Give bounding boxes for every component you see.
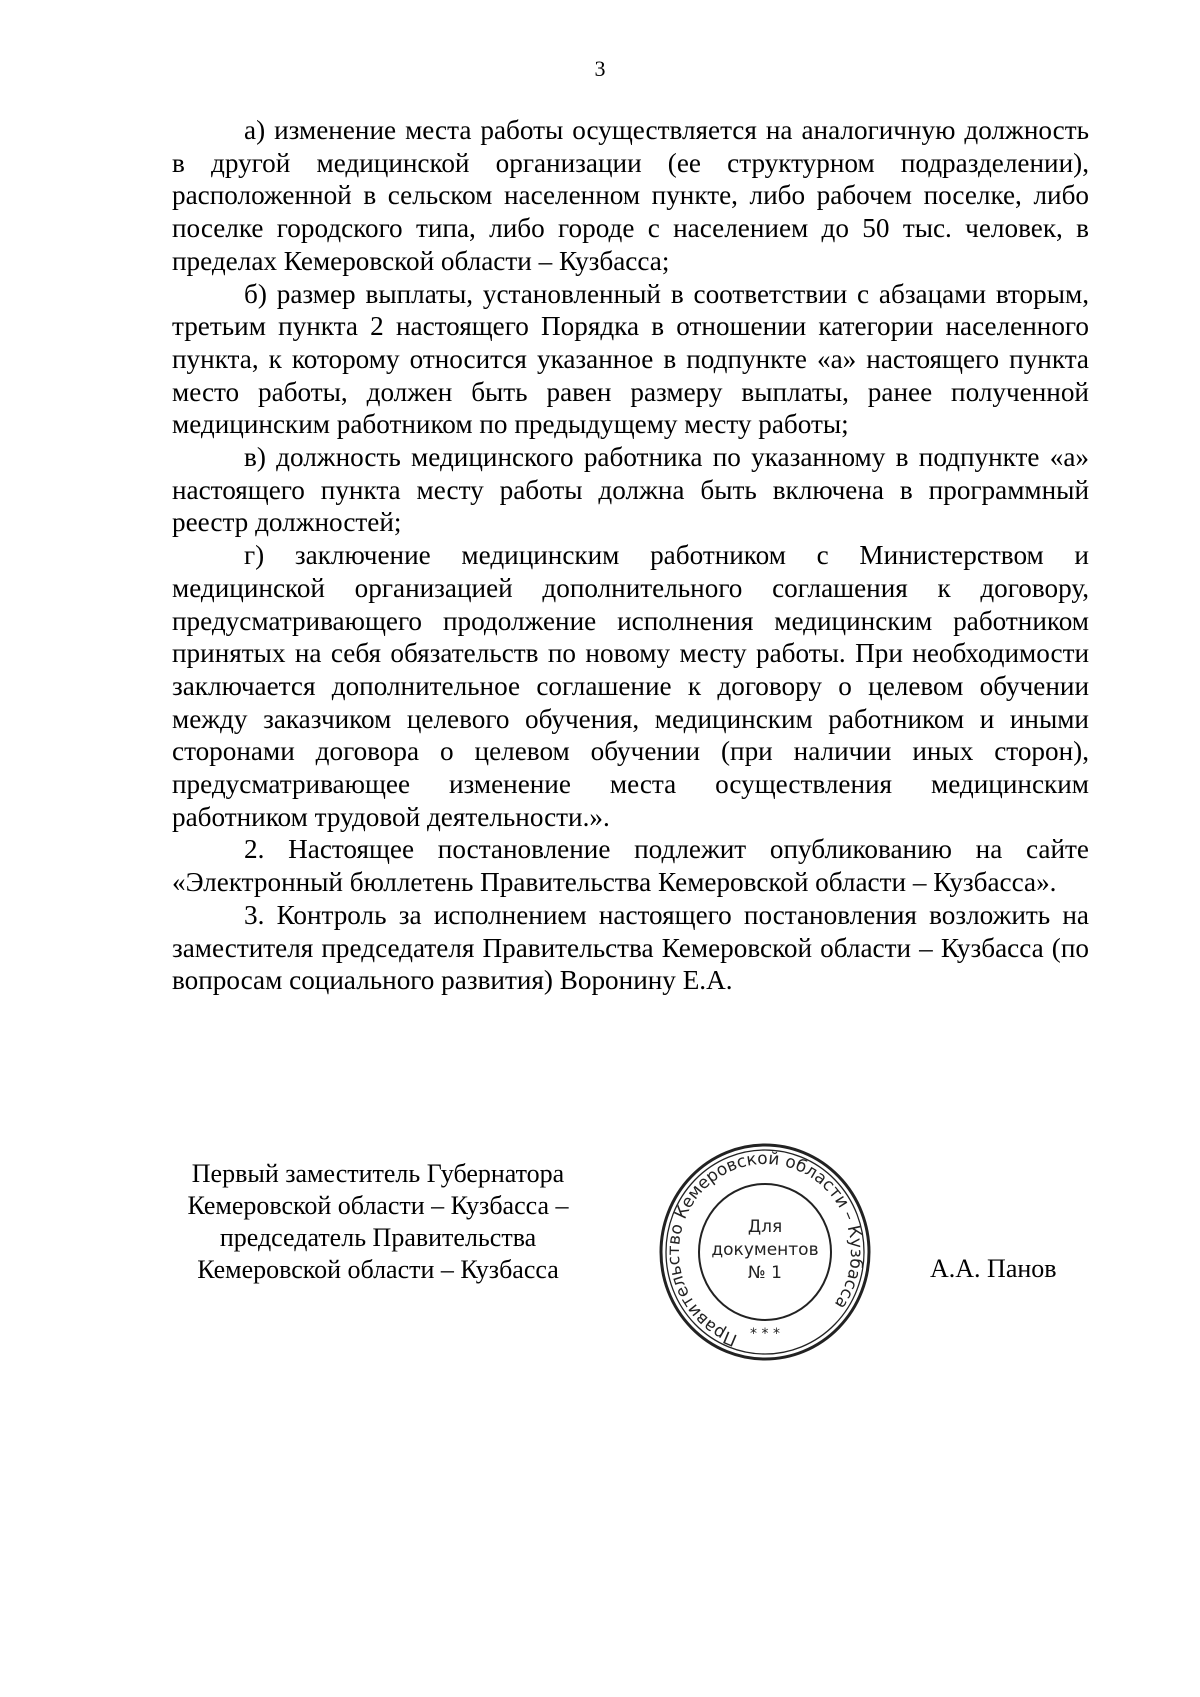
signatory-position	[168, 1158, 588, 1286]
clause-a: а) изменение места работы осуществляется на аналогичную должность в другой медицинской организации (ее структурном подразделении), расположенной в сельском населенном пункте, либо рабочем поселке, либо поселке городского типа, либо городе с населением до 50 тыс. человек, в пределах Кемеровской области – Кузбасса;	[172, 115, 1089, 276]
publication-clause: 2. Настоящее постановление подлежит опубликованию на сайте «Электронный бюллетень Правительства Кемеровской области – Кузбасса».	[172, 834, 1089, 898]
clause-b: б) размер выплаты, установленный в соответствии с абзацами вторым, третьим пункта 2 настоящего Порядка в отношении категории населенного пункта, к которому относится указанное в подпункте «а» настоящего пункта место работы, должен быть равен размеру выплаты, ранее полученной медицинским работником по предыдущему месту работы;	[172, 278, 1089, 440]
clause-v: в) должность медицинского работника по указанному в подпункте «а» настоящего пункта месту работы должна быть включена в программный реестр должностей;	[172, 442, 1089, 538]
signatory-name: А.А. Панов	[930, 1254, 1057, 1283]
clause-g: г) заключение медицинским работником с Министерством и медицинской организацией дополнительного соглашения к договору, предусматривающего продолжение исполнения медицинским работником принятых на себя обязательств по новому месту работы. При необходимости заключается дополнительное соглашение к договору о целевом обучении между заказчиком целевого обучения, медицинским работником и иными сторонами договора о целевом обучении (при наличии иных сторон), предусматривающее изменение места осуществления медицинским работником трудовой деятельности.».	[172, 540, 1089, 832]
seal-ring-text: Правительство Кемеровской области – Кузбасса	[663, 1148, 867, 1350]
official-seal	[655, 1140, 875, 1364]
seal-center-line: № 1	[748, 1263, 782, 1283]
document-body	[172, 114, 1089, 997]
page-number: 3	[594, 56, 606, 81]
seal-star-mark: * * *	[750, 1326, 780, 1342]
signatory-position-line: Кемеровской области – Кузбасса –	[187, 1191, 569, 1220]
control-clause: 3. Контроль за исполнением настоящего постановления возложить на заместителя председателя Правительства Кемеровской области – Кузбасса (по вопросам социального развития) Воронину Е.А.	[172, 899, 1089, 996]
seal-center-line: документов	[711, 1240, 819, 1260]
seal-center-line: Для	[747, 1217, 783, 1237]
signatory-position-line: председатель Правительства	[219, 1223, 537, 1252]
signatory-position-line: Кемеровской области – Кузбасса	[197, 1255, 559, 1284]
signatory-position-line: Первый заместитель Губернатора	[191, 1159, 565, 1188]
